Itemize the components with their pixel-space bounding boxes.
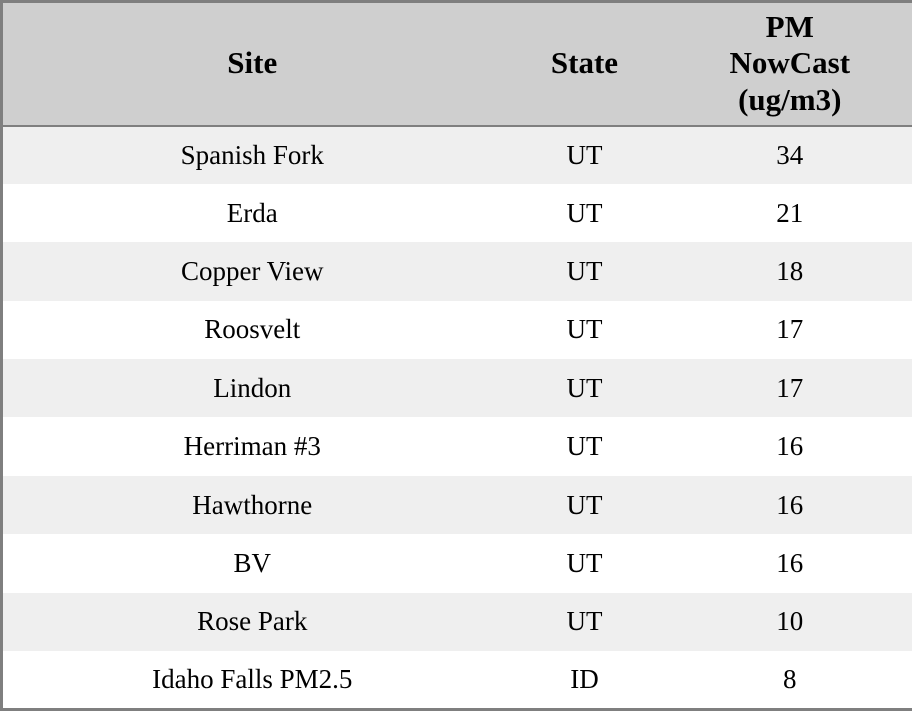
cell-site: Herriman #3 [183,431,321,462]
table-row [2,359,912,417]
cell-state: ID [570,664,599,694]
cell-pm-nowcast: 17 [776,314,804,345]
cell-pm-nowcast: 8 [783,664,797,694]
cell-site: Copper View [180,255,324,286]
column-header-pm-nowcast [668,2,912,126]
cell-state: UT [566,431,603,462]
pm-header-line-2: NowCast [729,45,851,81]
pm-header-line-3: (ug/m3) [738,82,842,118]
table-row [2,242,912,300]
cell-site: Rose Park [197,606,308,637]
cell-site: BV [233,547,271,578]
cell-pm-nowcast: 21 [776,197,804,228]
pm-header-line-1: PM [765,8,814,44]
table-row [2,417,912,475]
table-row [2,126,912,184]
cell-pm-nowcast: 10 [776,606,804,637]
cell-pm-nowcast: 16 [776,547,804,578]
cell-state: UT [566,372,603,403]
table-row [2,184,912,242]
table-row [2,593,912,651]
cell-pm-nowcast: 34 [776,139,804,170]
table-row [2,534,912,592]
header-row [2,2,912,126]
cell-site: Lindon [213,372,292,403]
cell-state: UT [566,606,603,637]
cell-pm-nowcast: 16 [776,489,804,520]
cell-pm-nowcast: 18 [776,255,804,286]
cell-site: Roosvelt [204,314,301,345]
cell-pm-nowcast: 17 [776,372,804,403]
table-row [2,301,912,359]
cell-state: UT [566,139,603,170]
table-row [2,476,912,534]
cell-state: UT [566,255,603,286]
cell-state: UT [566,547,603,578]
table-row [2,651,912,709]
cell-site: Idaho Falls PM2.5 [152,664,353,694]
table-header [2,2,912,126]
cell-state: UT [566,489,603,520]
cell-state: UT [566,197,603,228]
cell-pm-nowcast: 16 [776,431,804,462]
column-header-site: Site [2,2,502,126]
cell-state: UT [566,314,603,345]
column-header-state: State [502,2,668,126]
cell-site: Hawthorne [192,489,313,520]
cell-site: Spanish Fork [180,139,324,170]
cell-site: Erda [226,197,278,228]
table-body [2,126,912,710]
